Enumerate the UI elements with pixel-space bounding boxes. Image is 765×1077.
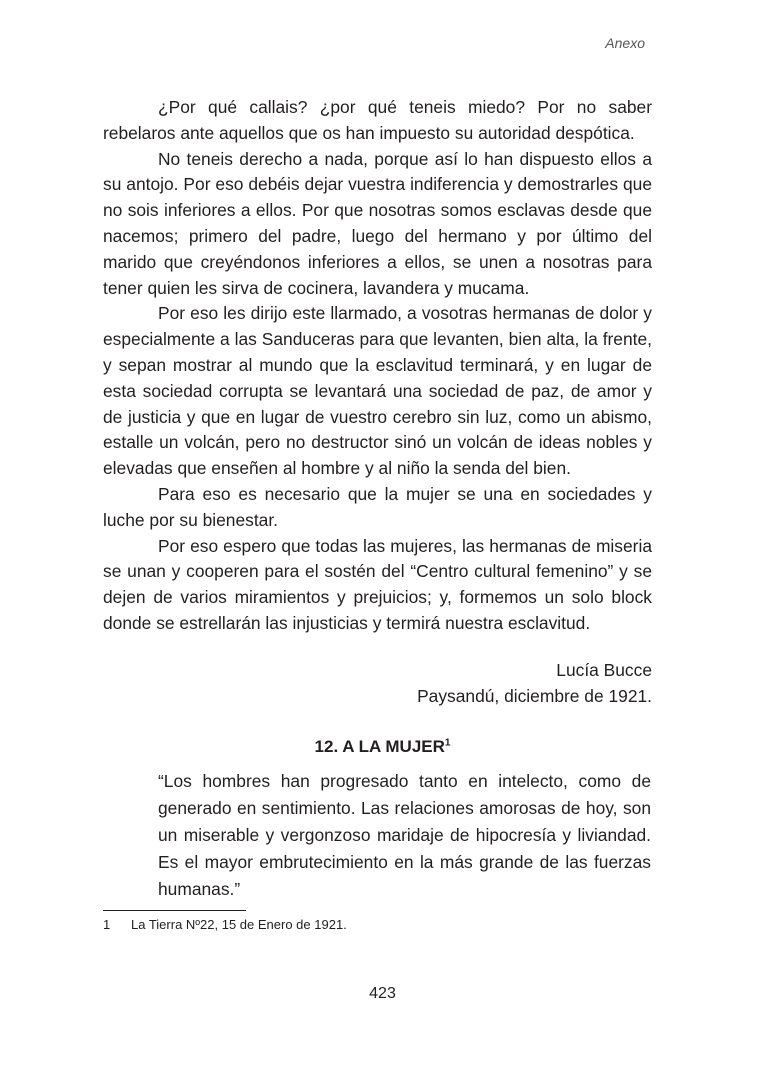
running-head: Anexo — [605, 35, 645, 51]
signature-author: Lucía Bucce — [556, 660, 652, 680]
paragraph: Para eso es necesario que la mujer se una en sociedades y luche por su bienestar. — [103, 483, 652, 530]
footnote-text: La Tierra Nº22, 15 de Enero de 1921. — [131, 917, 347, 932]
footnote-reference: 1 — [444, 737, 451, 749]
paragraph: ¿Por qué callais? ¿por qué teneis miedo? Por no saber rebelaros ante aquellos que os han impuesto su autoridad despótica. — [103, 97, 652, 143]
paragraph: No teneis derecho a nada, porque así lo han dispuesto ellos a su antojo. Por eso debéis dejar vuestra indiferencia y demostrarles que no sois inferiores a ellos. Por que nosotras somos esclavas desde que nacemos; primero del padre, luego del hermano y por último del marido que creyéndonos inferiores a ellos, se unen a nosotras para tener quien les sirva de cocinera, lavandera y mucama. — [103, 148, 652, 298]
footnote-number: 1 — [103, 917, 111, 932]
paragraph: Por eso les dirijo este llarmado, a vosotras hermanas de dolor y especialmente a las Sanduceras para que levanten, bien alta, la frente, y sepan mostrar al mundo que la esclavitud terminará, y en lugar de esta sociedad corrupta se levantará una sociedad de paz, de amor y de justicia y que en lugar de vuestro cerebro sin luz, como un abismo, estalle un volcán, pero no destructor sinó un volcán de ideas nobles y elevadas que enseñen al hombre y al niño la senda del bien. — [103, 303, 652, 479]
page-number: 423 — [369, 985, 396, 1002]
block-quote: “Los hombres han progresado tanto en intelecto, como de generado en sentimiento. Las relaciones amorosas de hoy, son un miserable y vergonzoso maridaje de hipocresía y liviandad. Es el mayor embrutecimiento en la más grande de las fuerzas humanas.” — [158, 771, 651, 899]
section-title — [0, 737, 765, 757]
footnote — [103, 917, 347, 932]
footnote-divider — [103, 910, 246, 911]
paragraph: Por eso espero que todas las mujeres, las hermanas de miseria se unan y cooperen para el sostén del “Centro cultural femenino” y se dejen de varios miramientos y prejuicios; y, formemos un solo block donde se estrellarán las injusticias y termirá nuestra esclavitud. — [103, 535, 652, 633]
section-title-text: 12. A LA MUJER — [314, 737, 445, 756]
letter-body — [103, 95, 652, 637]
signature-place-date: Paysandú, diciembre de 1921. — [417, 686, 652, 706]
